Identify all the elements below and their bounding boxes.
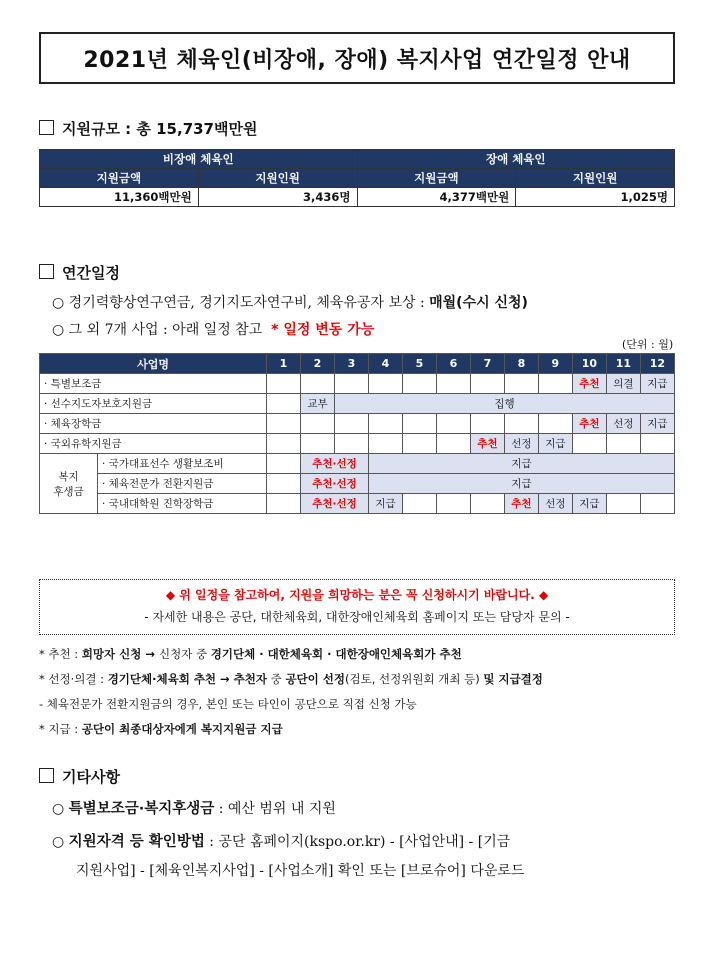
- column-header: 지원인원: [198, 169, 357, 188]
- table-cell: 11,360백만원: [40, 188, 199, 207]
- schedule-span-cell: 집행: [334, 394, 674, 414]
- schedule-cell: 교부: [301, 394, 335, 414]
- schedule-cell: 추천: [572, 414, 606, 434]
- program-name: · 국내대학원 진학장학금: [98, 494, 267, 514]
- table-row: [40, 414, 675, 434]
- unit-label: (단위 : 월): [622, 338, 674, 351]
- schedule-cell: 지급: [640, 414, 674, 434]
- schedule-cell: 지급: [640, 374, 674, 394]
- schedule-table: [39, 353, 675, 514]
- column-header: 사업명: [40, 354, 267, 374]
- bullet-continuation: 지원사업] - [체육인복지사업] - [사업소개] 확인 또는 [브로슈어] 다운로드: [76, 863, 525, 879]
- month-header: 8: [504, 354, 538, 374]
- month-header: 5: [402, 354, 436, 374]
- section-other: [39, 766, 120, 787]
- table-row: [40, 494, 675, 514]
- column-header: 지원금액: [357, 169, 516, 188]
- group-label: 복지 후생금: [40, 454, 98, 514]
- section-support-scale: [39, 118, 257, 139]
- program-name: · 선수지도자보호지원금: [40, 394, 267, 414]
- schedule-cell: 지급: [368, 494, 402, 514]
- schedule-cell: 지급: [572, 494, 606, 514]
- column-header: 지원금액: [40, 169, 199, 188]
- schedule-span-cell: 지급: [368, 454, 674, 474]
- table-row: [40, 474, 675, 494]
- table-row: [40, 394, 675, 414]
- section-heading: 연간일정: [62, 264, 120, 282]
- note-recommend: * 추천 : 희망자 신청 → 신청자 중 경기단체 · 대한체육회 · 대한장애인체육회가 추천: [39, 647, 462, 661]
- bullet-item: ○ 그 외 7개 사업 : 아래 일정 참고 * 일정 변동 가능: [52, 322, 375, 338]
- notice-line: ◆ 위 일정을 참고하여, 지원을 희망하는 분은 꼭 신청하시기 바랍니다. ◆: [165, 588, 549, 602]
- section-heading: 기타사항: [62, 768, 120, 786]
- column-header: 지원인원: [516, 169, 675, 188]
- month-header: 3: [334, 354, 368, 374]
- program-name: · 체육전문가 전환지원금: [98, 474, 267, 494]
- support-scale-table: [39, 149, 675, 207]
- notice-line: - 자세한 내용은 공단, 대한체육회, 대한장애인체육회 홈페이지 또는 담당자 문의 -: [144, 610, 570, 624]
- note-conversion: - 체육전문가 전환지원금의 경우, 본인 또는 타인이 공단으로 직접 신청 가능: [39, 697, 417, 711]
- month-header: 12: [640, 354, 674, 374]
- month-header: 11: [606, 354, 640, 374]
- program-name: · 특별보조금: [40, 374, 267, 394]
- program-name: · 국외유학지원금: [40, 434, 267, 454]
- schedule-cell: 지급: [538, 434, 572, 454]
- checkbox-square-icon: [39, 120, 54, 135]
- table-row: [40, 454, 675, 474]
- month-header: 9: [538, 354, 572, 374]
- schedule-cell: 선정: [538, 494, 572, 514]
- schedule-cell: 의결: [606, 374, 640, 394]
- note-payment: * 지급 : 공단이 최종대상자에게 복지지원금 지급: [39, 722, 283, 736]
- checkbox-square-icon: [39, 264, 54, 279]
- program-name: · 국가대표선수 생활보조비: [98, 454, 267, 474]
- schedule-cell: 추천·선정: [301, 474, 369, 494]
- month-header: 1: [267, 354, 301, 374]
- circle-bullet-icon: ○: [52, 295, 69, 311]
- circle-bullet-icon: ○: [52, 801, 69, 817]
- bullet-item: ○ 경기력향상연구연금, 경기지도자연구비, 체육유공자 보상 : 매월(수시 신청): [52, 295, 528, 311]
- circle-bullet-icon: ○: [52, 834, 69, 850]
- checkbox-square-icon: [39, 768, 54, 783]
- section-heading: 지원규모 : 총 15,737백만원: [62, 120, 258, 138]
- table-cell: 1,025명: [516, 188, 675, 207]
- note-selection: * 선정·의결 : 경기단체·체육회 추천 → 추천자 중 공단이 선정(검토, 선정위원회 개최 등) 및 지급결정: [39, 672, 543, 686]
- group-header: 비장애 체육인: [40, 150, 358, 169]
- table-cell: 3,436명: [198, 188, 357, 207]
- table-row: [40, 374, 675, 394]
- month-header: 7: [470, 354, 504, 374]
- table-cell: 4,377백만원: [357, 188, 516, 207]
- schedule-cell: 선정: [504, 434, 538, 454]
- bullet-item: ○ 지원자격 등 확인방법 : 공단 홈페이지(kspo.or.kr) - [사업안내] - [기금: [52, 834, 511, 850]
- schedule-cell: 선정: [606, 414, 640, 434]
- month-header: 10: [572, 354, 606, 374]
- schedule-cell: 추천·선정: [301, 454, 369, 474]
- schedule-cell: 추천: [470, 434, 504, 454]
- section-annual-schedule: [39, 262, 120, 283]
- notice-box: [39, 579, 675, 635]
- circle-bullet-icon: ○: [52, 322, 69, 338]
- month-header: 6: [436, 354, 470, 374]
- schedule-cell: 추천: [504, 494, 538, 514]
- page-title: 2021년 체육인(비장애, 장애) 복지사업 연간일정 안내: [39, 32, 675, 84]
- month-header: 2: [301, 354, 335, 374]
- table-row: [40, 434, 675, 454]
- month-header: 4: [368, 354, 402, 374]
- schedule-cell: 추천·선정: [301, 494, 369, 514]
- schedule-cell: 추천: [572, 374, 606, 394]
- bullet-item: ○ 특별보조금·복지후생금 : 예산 범위 내 지원: [52, 801, 336, 817]
- group-header: 장애 체육인: [357, 150, 675, 169]
- program-name: · 체육장학금: [40, 414, 267, 434]
- schedule-span-cell: 지급: [368, 474, 674, 494]
